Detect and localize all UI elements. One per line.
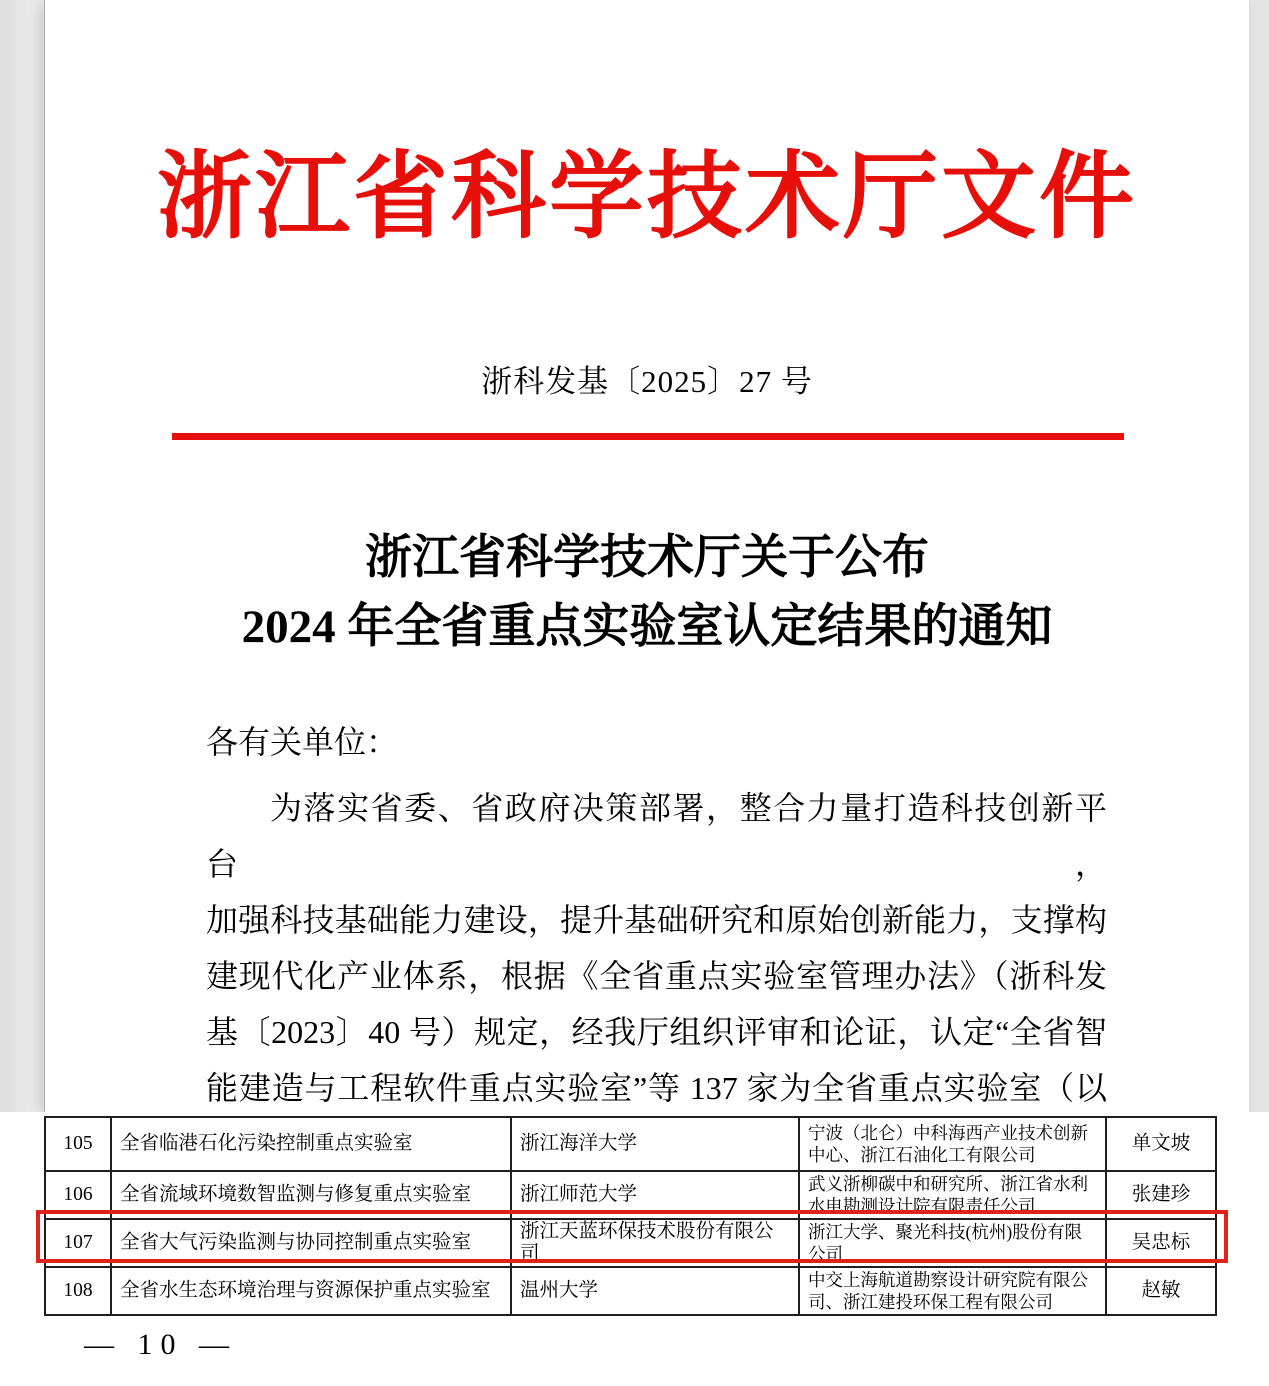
cell-row-number: 108	[45, 1267, 111, 1315]
cell-director-name: 吴忠标	[1106, 1219, 1216, 1267]
notice-body	[206, 780, 1107, 1112]
cell-partner-units: 浙江大学、聚光科技(杭州)股份有限公司	[799, 1219, 1106, 1267]
cell-lab-name: 全省流域环境数智监测与修复重点实验室	[111, 1171, 511, 1219]
cell-partner-units: 宁波（北仑）中科海西产业技术创新中心、浙江石油化工有限公司	[799, 1117, 1106, 1171]
cell-row-number: 107	[45, 1219, 111, 1267]
notice-subject-line-2: 2024 年全省重点实验室认定结果的通知	[241, 601, 1053, 653]
red-divider-rule	[172, 433, 1124, 440]
viewer-gray-margin-right	[1248, 0, 1269, 1118]
body-line: 建现代化产业体系，根据《全省重点实验室管理办法》（浙科发	[206, 958, 1107, 994]
cell-host-unit: 浙江师范大学	[511, 1171, 799, 1219]
body-line: 基〔2023〕40 号）规定，经我厅组织评审和论证，认定“全省智	[206, 1014, 1107, 1050]
notice-subject-line-1: 浙江省科学技术厅关于公布	[365, 532, 929, 584]
cell-row-number: 105	[45, 1117, 111, 1171]
document-number: 浙科发基〔2025〕27 号	[481, 364, 813, 399]
body-line: 加强科技基础能力建设，提升基础研究和原始创新能力，支撑构	[206, 902, 1107, 938]
notice-subject	[45, 524, 1249, 662]
cell-row-number: 106	[45, 1171, 111, 1219]
document-page	[44, 0, 1249, 1112]
cell-director-name: 赵敏	[1106, 1267, 1216, 1315]
viewer-gray-margin-left	[0, 0, 44, 1118]
letterhead-title: 浙江省科学技术厅文件	[156, 144, 1137, 250]
cell-partner-units: 武义浙柳碳中和研究所、浙江省水利水电勘测设计院有限责任公司	[799, 1171, 1106, 1219]
body-line: 能建造与工程软件重点实验室”等 137 家为全省重点实验室（以	[206, 1070, 1107, 1106]
cell-host-unit: 温州大学	[511, 1267, 799, 1315]
body-line: 为落实省委、省政府决策部署，整合力量打造科技创新平台，	[206, 790, 1107, 882]
cell-lab-name: 全省水生态环境治理与资源保护重点实验室	[111, 1267, 511, 1315]
table-row	[45, 1267, 1216, 1315]
lab-list-table-section	[0, 1112, 1269, 1386]
table-row	[45, 1117, 1216, 1171]
cell-host-unit: 浙江海洋大学	[511, 1117, 799, 1171]
cell-host-unit: 浙江天蓝环保技术股份有限公司	[511, 1219, 799, 1267]
cell-partner-units: 中交上海航道勘察设计研究院有限公司、浙江建投环保工程有限公司	[799, 1267, 1106, 1315]
cell-director-name: 单文坡	[1106, 1117, 1216, 1171]
cell-director-name: 张建珍	[1106, 1171, 1216, 1219]
cell-lab-name: 全省大气污染监测与协同控制重点实验室	[111, 1219, 511, 1267]
row-highlight-annotation-box	[36, 1210, 1228, 1263]
page-number: — 10 —	[84, 1328, 237, 1361]
salutation: 各有关单位：	[206, 724, 399, 760]
cell-lab-name: 全省临港石化污染控制重点实验室	[111, 1117, 511, 1171]
